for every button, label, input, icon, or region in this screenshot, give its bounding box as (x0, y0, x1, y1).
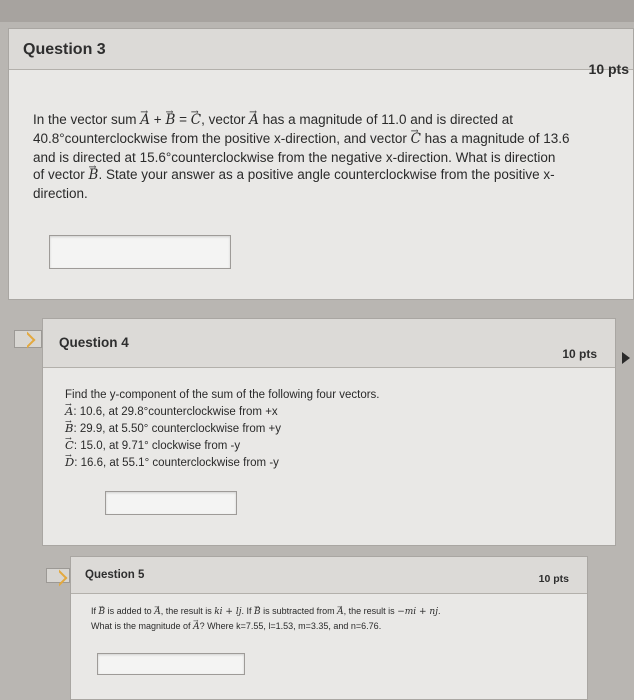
vector-b-symbol: → B (99, 606, 106, 620)
vector-list-item (65, 454, 585, 471)
vector-list-item (65, 420, 585, 437)
vector-d-symbol: → D (65, 454, 74, 470)
question-3-line-4 (33, 166, 623, 185)
background-top-strip (0, 0, 634, 22)
question-5-flag-icon[interactable] (46, 568, 70, 583)
q5-text-segment: What is the magnitude of (91, 620, 194, 631)
question-3-line-3: and is directed at 15.6°counterclockwise from the negative x-direction. What is direction (33, 149, 556, 165)
vector-a-symbol: → A (193, 621, 200, 635)
vector-description: : 16.6, at 55.1° counterclockwise from -y (74, 457, 279, 470)
question-4-answer-input[interactable] (105, 491, 237, 515)
vector-a-symbol: → A (140, 112, 150, 130)
vector-list-item (65, 403, 585, 420)
question-4-flag-icon[interactable] (14, 330, 42, 348)
expression-2: −mi + nj (397, 607, 438, 617)
q5-text-segment: If (91, 606, 99, 616)
question-5-title: Question 5 (85, 569, 145, 581)
question-4-points: 10 pts (562, 347, 597, 361)
plus-sign: + (150, 112, 166, 127)
q5-text-segment: is added to (105, 606, 155, 616)
q3-text-segment: of vector (33, 167, 89, 183)
q5-text-segment: . If (241, 606, 254, 616)
question-3-header (9, 29, 633, 77)
question-3-points: 10 pts (588, 61, 629, 77)
q5-text-segment: . (438, 606, 441, 616)
question-5-card (70, 556, 588, 700)
vector-b-symbol: → B (165, 112, 175, 130)
q3-text-segment: has a magnitude of 13.6 (420, 130, 570, 146)
q5-text-segment: ? Where k=7.55, l=1.53, m=3.35, and n=6.76. (199, 620, 382, 631)
equals-sign: = (175, 112, 191, 127)
vector-b-symbol: → B (254, 606, 261, 620)
question-5-answer-input[interactable] (97, 653, 245, 675)
question-4-title: Question 4 (59, 335, 129, 350)
q5-text-segment: , the result is (160, 606, 215, 616)
q5-text-segment: , the result is (343, 606, 398, 616)
expression-1: ki + lj (214, 607, 242, 617)
question-3-answer-input[interactable] (49, 235, 231, 269)
q3-text-segment: . State your answer as a positive angle counterclockwise from the positive x- (98, 167, 555, 183)
question-5-header (71, 557, 587, 594)
question-3-line-1 (33, 111, 623, 130)
vector-a-symbol: → A (154, 606, 161, 620)
vector-b-symbol: → B (65, 420, 73, 436)
question-3-text (33, 111, 623, 203)
vector-c-symbol: → C (411, 131, 421, 149)
vector-b-symbol: → B (89, 167, 99, 185)
question-4-text (65, 387, 585, 471)
q3-text-segment: 40.8°counterclockwise from the positive x-direction, and vector (33, 130, 411, 146)
vector-description: : 15.0, at 9.71° clockwise from -y (73, 440, 241, 453)
vector-c-symbol: → C (65, 437, 74, 453)
vector-description: : 10.6, at 29.8°counterclockwise from +x (73, 406, 278, 419)
question-4-header (43, 319, 615, 368)
question-5-line-1 (91, 605, 586, 620)
vector-a-symbol: → A (65, 403, 73, 419)
vector-description: : 29.9, at 5.50° counterclockwise from +y (73, 423, 281, 436)
question-5-line-2 (91, 620, 586, 635)
q5-text-segment: is subtracted from (260, 606, 338, 616)
question-5-points: 10 pts (538, 573, 569, 585)
question-3-card (8, 28, 634, 300)
q3-text-segment: has a magnitude of 11.0 and is directed at (258, 112, 514, 127)
question-4-card (42, 318, 616, 546)
vector-a-symbol: → A (337, 606, 344, 620)
question-5-text (91, 605, 586, 635)
vector-a-symbol: → A (249, 112, 259, 130)
vector-c-symbol: → C (191, 112, 201, 130)
question-3-line-5: direction. (33, 186, 88, 202)
question-3-line-2 (33, 130, 623, 149)
vector-list-item (65, 437, 585, 454)
q3-text-segment: In the vector sum (33, 112, 141, 127)
q3-text-segment: , vector (201, 112, 250, 127)
question-4-intro: Find the y-component of the sum of the following four vectors. (65, 389, 380, 401)
cursor-arrow-icon (622, 352, 630, 364)
question-3-title: Question 3 (23, 41, 106, 58)
